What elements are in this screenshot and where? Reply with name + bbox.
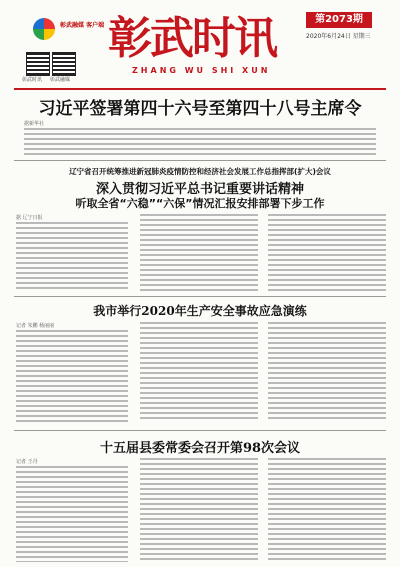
article-body <box>268 322 386 425</box>
article-body <box>16 330 128 425</box>
article-body <box>24 128 376 158</box>
byline: 记者 王丹 <box>16 459 38 465</box>
headline-kicker: 辽宁省召开统筹推进新冠肺炎疫情防控和经济社会发展工作总指挥部(扩大)会议 <box>69 167 331 176</box>
newspaper-title: 彰武时讯 <box>108 13 276 64</box>
divider <box>14 296 386 297</box>
divider <box>14 160 386 161</box>
qr-label: 彰武时讯 <box>22 77 43 83</box>
qr-label: 彰武融媒 <box>50 77 71 83</box>
byline: 据 辽宁日报 <box>16 215 43 221</box>
logo-text: 彰武融媒 客户端 <box>60 22 105 29</box>
qr-code-icon <box>52 52 76 76</box>
article-body <box>16 222 128 292</box>
article-body <box>140 322 258 425</box>
article-body <box>140 214 258 292</box>
headline: 十五届县委常委会召开第98次会议 <box>99 441 301 456</box>
byline: 记者 朱鹏 杨丽丽 <box>16 323 55 329</box>
byline: 据新华社 <box>24 121 45 127</box>
article-body <box>268 214 386 292</box>
headline: 我市举行2020年生产安全事故应急演练 <box>93 304 307 318</box>
header-rule <box>14 88 386 90</box>
headline-sub: 听取全省“六稳”“六保”情况汇报安排部署下步工作 <box>75 197 325 210</box>
article-body <box>268 458 386 562</box>
headline: 深入贯彻习近平总书记重要讲话精神 <box>95 182 304 197</box>
app-logo-icon <box>33 18 55 40</box>
masthead-header <box>0 0 400 88</box>
qr-code-icon <box>26 52 50 76</box>
issue-date: 2020年6月24日 星期三 <box>306 33 371 40</box>
article-body <box>140 458 258 562</box>
issue-number: 第2073期 <box>306 12 372 28</box>
publisher-info <box>306 41 386 81</box>
headline: 习近平签署第四十六号至第四十八号主席令 <box>38 99 362 119</box>
newspaper-pinyin: ZHANG WU SHI XUN <box>132 66 271 75</box>
divider <box>14 430 386 431</box>
article-body <box>16 466 128 562</box>
